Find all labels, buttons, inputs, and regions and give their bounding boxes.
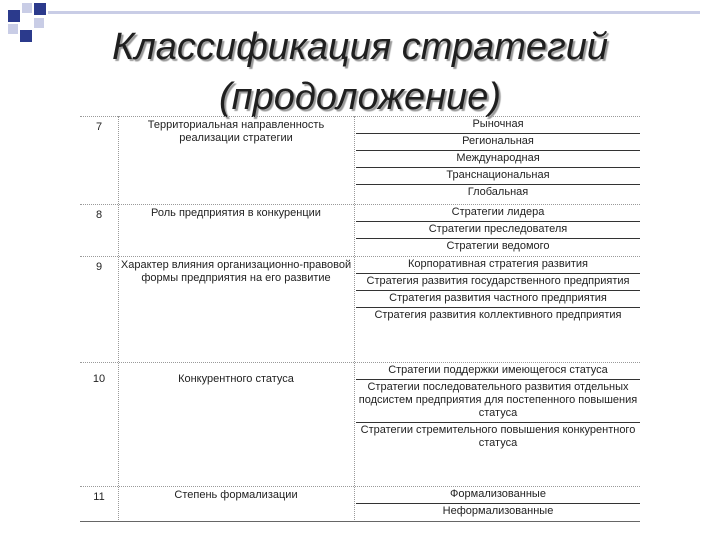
title-line-2: (продоложение) bbox=[219, 76, 501, 118]
strategy-value: Стратегии последовательного развития отдельных подсистем предприятия для постепенного повышения статуса bbox=[356, 380, 640, 423]
strategy-value: Корпоративная стратегия развития bbox=[356, 257, 640, 274]
strategy-value: Транснациональная bbox=[356, 168, 640, 185]
decor-line bbox=[48, 11, 700, 14]
strategy-value: Стратегия развития частного предприятия bbox=[356, 291, 640, 308]
strategy-value: Региональная bbox=[356, 134, 640, 151]
slide-title bbox=[0, 22, 720, 122]
decor-square bbox=[8, 10, 20, 22]
table-row bbox=[80, 256, 640, 343]
row-values bbox=[356, 487, 640, 520]
strategy-value: Формализованные bbox=[356, 487, 640, 504]
row-values bbox=[356, 257, 640, 324]
strategy-value: Неформализованные bbox=[442, 505, 554, 517]
row-number: 11 bbox=[93, 491, 105, 503]
table-row bbox=[80, 204, 640, 257]
row-criterion: Характер влияния организационно-правовой формы предприятия на его развитие bbox=[120, 259, 352, 284]
strategy-table bbox=[80, 116, 640, 522]
row-number: 10 bbox=[92, 373, 106, 385]
row-criterion: Степень формализации bbox=[174, 489, 298, 501]
row-values bbox=[356, 117, 640, 201]
strategy-value: Стратегии лидера bbox=[356, 205, 640, 222]
table-row bbox=[80, 486, 640, 522]
row-values bbox=[356, 205, 640, 255]
table-row bbox=[80, 116, 640, 205]
table-row bbox=[80, 362, 640, 485]
row-number: 8 bbox=[95, 209, 103, 221]
decor-square bbox=[34, 3, 46, 15]
strategy-value: Международная bbox=[356, 151, 640, 168]
row-criterion: Территориальная направленность реализации стратегии bbox=[147, 119, 325, 144]
strategy-value: Стратегии поддержки имеющегося статуса bbox=[356, 363, 640, 380]
row-criterion: Роль предприятия в конкуренции bbox=[151, 207, 321, 219]
decor-square bbox=[22, 3, 32, 13]
title-line-1: Классификация стратегий bbox=[111, 26, 609, 68]
strategy-value: Стратегии ведомого bbox=[446, 240, 550, 252]
strategy-value: Стратегия развития государственного предприятия bbox=[356, 274, 640, 291]
strategy-value: Стратегии преследователя bbox=[356, 222, 640, 239]
strategy-value: Глобальная bbox=[467, 186, 529, 198]
row-number: 7 bbox=[95, 121, 103, 133]
row-number: 9 bbox=[95, 261, 103, 273]
strategy-value: Стратегии стремительного повышения конкурентного статуса bbox=[360, 424, 636, 449]
strategy-value: Рыночная bbox=[356, 117, 640, 134]
strategy-value: Стратегия развития коллективного предприятия bbox=[374, 309, 622, 321]
row-criterion: Конкурентного статуса bbox=[178, 373, 294, 385]
row-values bbox=[356, 363, 640, 452]
